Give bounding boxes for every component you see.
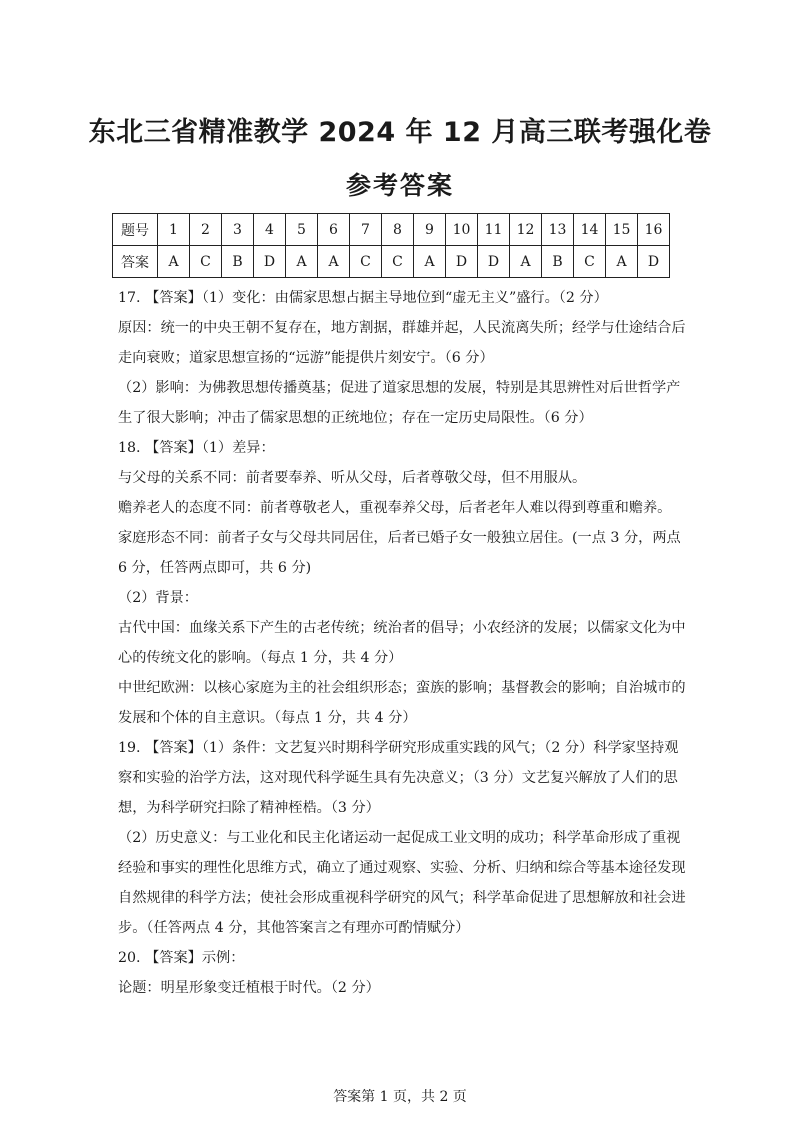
question-number-cell: 16 — [638, 214, 670, 246]
question-number-cell: 6 — [318, 214, 350, 246]
answer-cell: D — [254, 246, 286, 278]
page-footer: 答案第 1 页，共 2 页 — [333, 1089, 467, 1105]
q18-diff-parents: 与父母的关系不同：前者要奉养、听从父母，后者尊敬父母，但不用服从。 — [118, 470, 587, 486]
q20-heading: 20. 【答案】示例： — [118, 950, 245, 966]
answer-cell: D — [446, 246, 478, 278]
answer-cell: D — [638, 246, 670, 278]
q18-heading: 18. 【答案】（1）差异： — [118, 440, 275, 456]
answer-cell: A — [318, 246, 350, 278]
answer-cell: C — [574, 246, 606, 278]
answer-cell: A — [606, 246, 638, 278]
q19-part2: （2）历史意义：与工业化和民主化诸运动一起促成工业文明的成功；科学革命形成了重视经验和事实的理性化思维方式，确立了通过观察、实验、分析、归纳和综合等基本途径发现自然规律的科学方法；使社会形成重视科学研究的风气；科学革命促进了思想解放和社会进步。（任答两点 4 分，其他答案言之有理亦可酌情赋分） — [118, 830, 686, 936]
question-number-cell: 3 — [222, 214, 254, 246]
answer-cell: A — [510, 246, 542, 278]
page-title: 东北三省精准教学 2024 年 12 月高三联考强化卷 — [88, 117, 712, 148]
answer-cell: B — [222, 246, 254, 278]
answer-cell: C — [350, 246, 382, 278]
q18-part2: （2）背景： — [118, 590, 198, 606]
question-number-cell: 15 — [606, 214, 638, 246]
question-number-cell: 5 — [286, 214, 318, 246]
answer-cell: B — [542, 246, 574, 278]
answer-cell: C — [382, 246, 414, 278]
question-number-cell: 4 — [254, 214, 286, 246]
question-number-cell: 13 — [542, 214, 574, 246]
q17-reason: 原因：统一的中央王朝不复存在，地方割据，群雄并起，人民流离失所；经学与仕途结合后走向衰败；道家思想宣扬的“远游”能提供片刻安宁。（6 分） — [118, 320, 686, 366]
question-number-cell: 10 — [446, 214, 478, 246]
q18-china: 古代中国：血缘关系下产生的古老传统；统治者的倡导；小农经济的发展；以儒家文化为中心的传统文化的影响。（每点 1 分，共 4 分） — [118, 620, 686, 666]
question-number-cell: 14 — [574, 214, 606, 246]
question-number-cell: 12 — [510, 214, 542, 246]
q19-part1: 19. 【答案】（1）条件：文艺复兴时期科学研究形成重实践的风气；（2 分）科学家坚持观察和实验的治学方法，这对现代科学诞生具有先决意义；（3 分）文艺复兴解放了人们的思想，为科学研究扫除了精神桎梏。（3 分） — [118, 740, 679, 816]
answer-cell: D — [478, 246, 510, 278]
page-subtitle: 参考答案 — [345, 171, 454, 200]
answer-table — [112, 213, 670, 278]
answer-content — [118, 283, 686, 1003]
question-number-cell: 2 — [190, 214, 222, 246]
row-label-number: 题号 — [113, 214, 158, 246]
question-number-cell: 7 — [350, 214, 382, 246]
question-number-cell: 8 — [382, 214, 414, 246]
answer-cell: C — [190, 246, 222, 278]
q18-diff-family: 家庭形态不同：前者子女与父母共同居住，后者已婚子女一般独立居住。(一点 3 分，两点 6 分，任答两点即可，共 6 分) — [118, 530, 681, 576]
question-number-cell: 11 — [478, 214, 510, 246]
question-number-cell: 9 — [414, 214, 446, 246]
row-label-answer: 答案 — [113, 246, 158, 278]
q17-part2: （2）影响：为佛教思想传播奠基；促进了道家思想的发展，特别是其思辨性对后世哲学产生了很大影响；冲击了儒家思想的正统地位；存在一定历史局限性。（6 分） — [118, 380, 681, 426]
answer-row — [113, 246, 670, 278]
q17-part1: 17. 【答案】（1）变化：由儒家思想占据主导地位到“虚无主义”盛行。（2 分） — [118, 290, 608, 306]
q20-thesis: 论题：明星形象变迁植根于时代。（2 分） — [118, 980, 380, 996]
answer-cell: A — [414, 246, 446, 278]
answer-cell: A — [158, 246, 190, 278]
q18-diff-elderly: 赡养老人的态度不同：前者尊敬老人，重视奉养父母，后者老年人难以得到尊重和赡养。 — [118, 500, 672, 516]
question-number-row — [113, 214, 670, 246]
q18-europe: 中世纪欧洲：以核心家庭为主的社会组织形态；蛮族的影响；基督教会的影响；自治城市的发展和个体的自主意识。（每点 1 分，共 4 分） — [118, 680, 686, 726]
answer-cell: A — [286, 246, 318, 278]
question-number-cell: 1 — [158, 214, 190, 246]
